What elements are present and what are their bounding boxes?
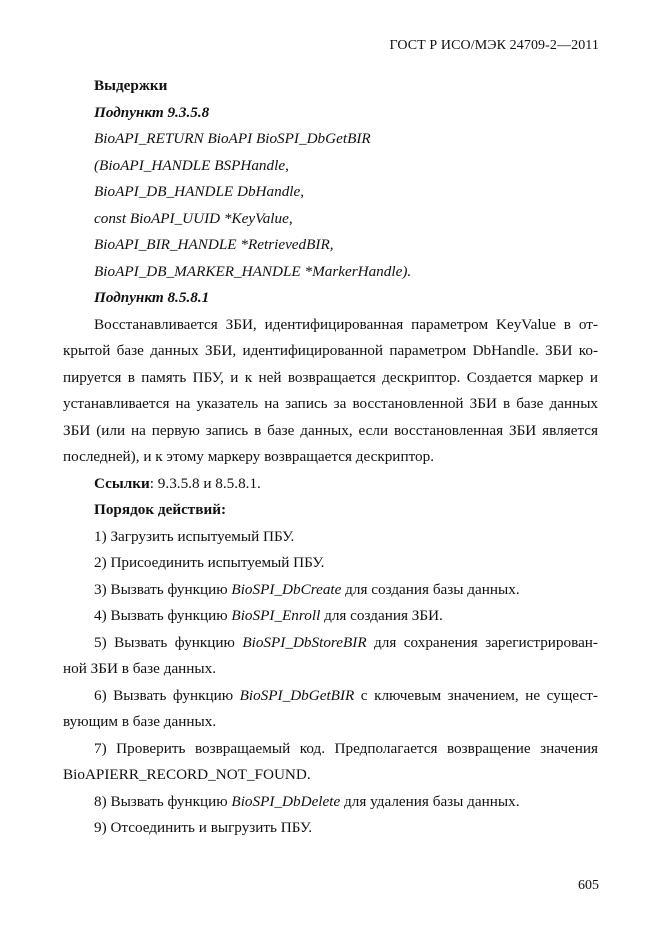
step-text: для удаления базы данных.: [340, 792, 520, 810]
code-block: [63, 126, 598, 285]
step-text: с ключевым значением, не сущест-: [354, 686, 598, 704]
step-text: 3) Вызвать функцию: [94, 580, 232, 598]
paragraph-line: пируется в память ПБУ, и к ней возвращается дескриптор. Создается маркер и: [63, 368, 598, 386]
procedure-step-continuation: ной ЗБИ в базе данных.: [63, 660, 217, 677]
procedure-heading: Порядок действий:: [94, 501, 227, 518]
page-content: [63, 73, 598, 842]
paragraph-line: устанавливается на указатель на запись за восстановленной ЗБИ в базе данных: [63, 395, 598, 412]
function-name: BioSPI_DbGetBIR: [239, 686, 355, 704]
code-line: BioAPI_BIR_HANDLE *RetrievedBIR,: [94, 236, 334, 253]
excerpts-heading: Выдержки: [94, 77, 168, 94]
references-label: Ссылки: [94, 474, 150, 492]
procedure-step: 2) Присоединить испытуемый ПБУ.: [94, 554, 325, 571]
code-line: (BioAPI_HANDLE BSPHandle,: [94, 156, 289, 174]
function-name: BioSPI_DbStoreBIR: [242, 633, 367, 651]
procedure-step: 7) Проверить возвращаемый код. Предполагается возвращение значения: [94, 739, 598, 757]
paragraph-line: крытой базе данных ЗБИ, идентифицированной параметром DbHandle. ЗБИ ко-: [63, 342, 598, 359]
paragraph-line: Восстанавливается ЗБИ, идентифицированная параметром KeyValue в от-: [94, 315, 598, 333]
procedure-step: [63, 683, 598, 710]
code-line: BioAPI_RETURN BioAPI BioSPI_DbGetBIR: [94, 130, 371, 147]
step-text: для создания ЗБИ.: [320, 607, 443, 624]
procedure-step: [63, 603, 598, 630]
paragraph-line: ЗБИ (или на первую запись в базе данных, если восстановленная ЗБИ является: [63, 421, 598, 439]
procedure-step-continuation: вующим в базе данных.: [63, 713, 217, 730]
function-name: BioSPI_Enroll: [231, 607, 321, 624]
procedure-step-continuation: BioAPIERR_RECORD_NOT_FOUND.: [63, 766, 311, 783]
references-text: : 9.3.5.8 и 8.5.8.1.: [149, 474, 261, 492]
subclause-label: Подпункт 8.5.8.1: [94, 289, 210, 306]
code-line: const BioAPI_UUID *KeyValue,: [94, 209, 293, 227]
procedure-step: [63, 789, 598, 816]
step-text: 6) Вызвать функцию: [94, 686, 240, 704]
step-text: 4) Вызвать функцию: [94, 607, 232, 624]
procedure-step: 1) Загрузить испытуемый ПБУ.: [94, 527, 295, 545]
page-number: 605: [578, 878, 599, 893]
step-text: 5) Вызвать функцию: [94, 633, 243, 651]
function-name: BioSPI_DbDelete: [231, 792, 341, 810]
step-text: 8) Вызвать функцию: [94, 792, 232, 810]
code-line: BioAPI_DB_MARKER_HANDLE *MarkerHandle).: [94, 262, 412, 280]
code-line: BioAPI_DB_HANDLE DbHandle,: [94, 183, 305, 200]
standard-header: ГОСТ Р ИСО/МЭК 24709-2—2011: [389, 38, 599, 53]
procedure-step: 9) Отсоединить и выгрузить ПБУ.: [94, 819, 312, 836]
procedure-step: [63, 577, 598, 604]
references-line: [63, 471, 598, 498]
description-paragraph: [63, 312, 598, 471]
paragraph-line: последней), и к этому маркеру возвращается дескриптор.: [63, 448, 434, 465]
step-text: для сохранения зарегистрирован-: [366, 633, 598, 651]
procedure-step: [63, 630, 598, 657]
subclause-label: Подпункт 9.3.5.8: [94, 103, 210, 121]
step-text: для создания базы данных.: [341, 580, 520, 598]
function-name: BioSPI_DbCreate: [231, 580, 342, 598]
